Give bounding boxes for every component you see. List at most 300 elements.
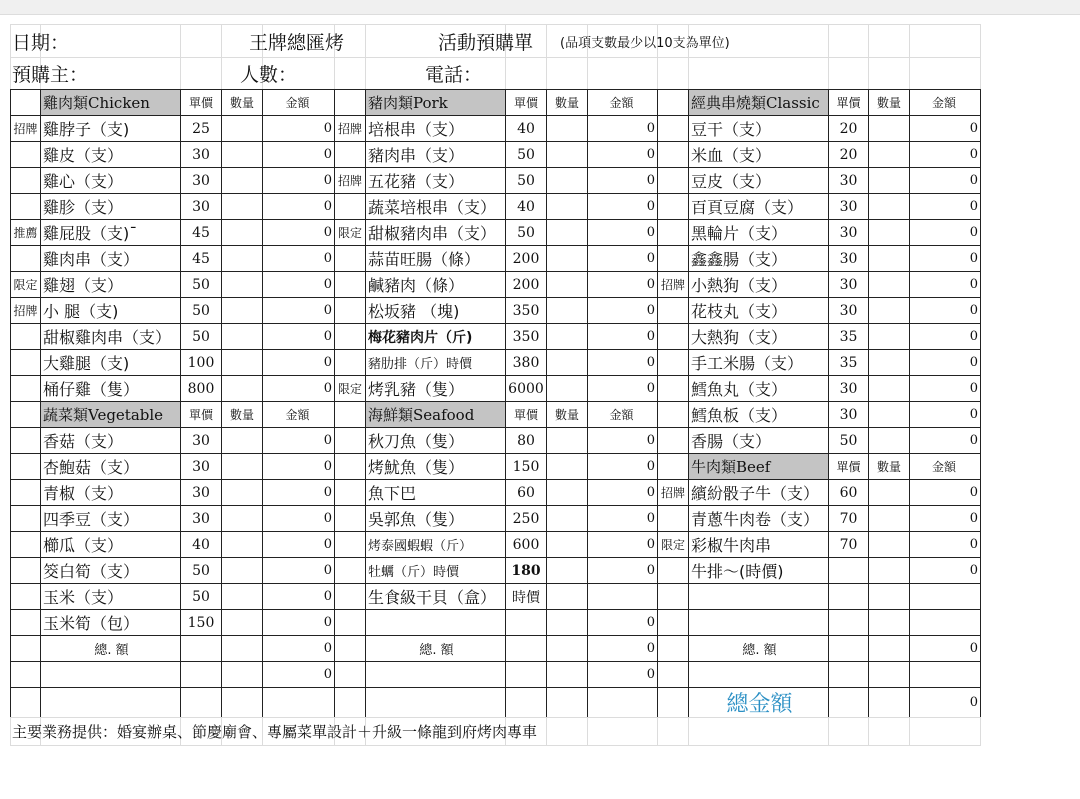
unit-price: 800 xyxy=(180,375,222,402)
item-name: 雞屁股（支)¯ xyxy=(40,219,181,246)
quantity-input[interactable] xyxy=(546,375,588,402)
item-name: 玉米筍（包） xyxy=(40,609,181,636)
badge-cell xyxy=(10,349,41,376)
quantity-input[interactable] xyxy=(868,479,910,506)
form-title: 活動預購單 xyxy=(437,31,533,54)
item-name: 雞心（支） xyxy=(40,167,181,194)
item-name: 蒜苗旺腸（條） xyxy=(365,245,506,272)
item-name: 小熱狗（支） xyxy=(688,271,829,298)
quantity-input[interactable] xyxy=(221,453,263,480)
badge-cell xyxy=(334,609,366,636)
badge-cell xyxy=(10,583,41,610)
badge-cell xyxy=(10,401,41,428)
unit-price: 50 xyxy=(505,167,547,194)
unit-price xyxy=(828,687,869,718)
quantity-input[interactable] xyxy=(221,427,263,454)
grid-cell xyxy=(868,24,910,58)
item-name: 豬肉串（支） xyxy=(365,141,506,168)
badge-cell xyxy=(334,453,366,480)
amount-value: 0 xyxy=(262,453,335,480)
badge-cell xyxy=(10,635,41,662)
badge-cell xyxy=(10,453,41,480)
grid-cell xyxy=(828,57,869,90)
quantity-input[interactable] xyxy=(868,245,910,272)
badge-cell xyxy=(334,323,366,350)
item-name: 雞胗（支） xyxy=(40,193,181,220)
quantity-header: 數量 xyxy=(546,401,588,428)
quantity-input[interactable] xyxy=(546,505,588,532)
badge-cell xyxy=(657,375,689,402)
unit-price: 30 xyxy=(828,271,869,298)
badge-cell xyxy=(657,583,689,610)
item-name: 烤泰國蝦蝦（斤） xyxy=(365,531,506,558)
item-name: 生食級干貝（盒） xyxy=(365,583,506,610)
amount-value: 0 xyxy=(909,271,981,298)
min-quantity-note: (品項支數最少以10支為單位) xyxy=(560,35,730,51)
item-name: 香菇（支） xyxy=(40,427,181,454)
quantity-input[interactable] xyxy=(221,271,263,298)
unit-price: 30 xyxy=(828,297,869,324)
quantity-input[interactable] xyxy=(546,141,588,168)
quantity-input[interactable] xyxy=(868,505,910,532)
quantity-input[interactable] xyxy=(546,453,588,480)
amount-header: 金額 xyxy=(262,401,335,428)
badge-cell xyxy=(334,245,366,272)
badge-cell xyxy=(10,375,41,402)
amount-value: 0 xyxy=(909,323,981,350)
amount-value: 0 xyxy=(909,115,981,142)
badge-cell xyxy=(334,479,366,506)
quantity-input[interactable] xyxy=(868,349,910,376)
unit-price: 35 xyxy=(828,349,869,376)
amount-value: 0 xyxy=(587,141,658,168)
badge-cell xyxy=(657,297,689,324)
unit-price: 30 xyxy=(180,505,222,532)
amount-value: 0 xyxy=(587,193,658,220)
unit-price: 40 xyxy=(180,531,222,558)
badge-cell xyxy=(10,193,41,220)
amount-value xyxy=(587,687,658,718)
badge-cell xyxy=(334,271,366,298)
unit-price: 600 xyxy=(505,531,547,558)
amount-header: 金額 xyxy=(909,453,981,480)
category-header: 雞肉類Chicken xyxy=(40,89,181,116)
amount-value: 0 xyxy=(587,219,658,246)
quantity-input xyxy=(221,635,263,662)
badge-cell xyxy=(334,349,366,376)
quantity-input[interactable] xyxy=(221,141,263,168)
badge-cell xyxy=(10,427,41,454)
item-name: 四季豆（支） xyxy=(40,505,181,532)
amount-value xyxy=(909,583,981,610)
badge-cell xyxy=(10,167,41,194)
quantity-input[interactable] xyxy=(221,297,263,324)
quantity-input[interactable] xyxy=(546,349,588,376)
unit-price xyxy=(828,557,869,584)
grid-cell xyxy=(909,24,981,58)
grid-cell xyxy=(587,57,658,90)
amount-value: 0 xyxy=(587,505,658,532)
item-name: 松坂豬 （塊) xyxy=(365,297,506,324)
amount-value: 0 xyxy=(587,453,658,480)
badge-cell xyxy=(657,245,689,272)
item-name: 雞脖子（支) xyxy=(40,115,181,142)
quantity-input[interactable] xyxy=(221,349,263,376)
amount-value: 0 xyxy=(262,583,335,610)
amount-value: 0 xyxy=(262,557,335,584)
unit-price-header: 單價 xyxy=(505,401,547,428)
quantity-input[interactable] xyxy=(868,115,910,142)
amount-value: 0 xyxy=(909,531,981,558)
badge-cell xyxy=(10,141,41,168)
quantity-input[interactable] xyxy=(546,531,588,558)
item-name: 鹹豬肉（條） xyxy=(365,271,506,298)
item-name: 黑輪片（支） xyxy=(688,219,829,246)
item-name: 花枝丸（支） xyxy=(688,297,829,324)
unit-price: 時價 xyxy=(505,583,547,610)
badge-cell xyxy=(334,557,366,584)
badge-cell xyxy=(334,141,366,168)
amount-value: 0 xyxy=(262,349,335,376)
grand-total-label: 總金額 xyxy=(688,687,829,718)
unit-price: 50 xyxy=(180,297,222,324)
unit-price: 150 xyxy=(505,453,547,480)
amount-value: 0 xyxy=(909,167,981,194)
badge-cell xyxy=(10,323,41,350)
item-name: 培根串（支） xyxy=(365,115,506,142)
item-name: 梅花豬肉片（斤) xyxy=(365,323,506,350)
quantity-input[interactable] xyxy=(546,193,588,220)
quantity-input xyxy=(868,609,910,636)
unit-price-header: 單價 xyxy=(828,89,869,116)
item-badge: 限定 xyxy=(334,375,366,402)
quantity-input[interactable] xyxy=(546,557,588,584)
unit-price: 40 xyxy=(505,115,547,142)
unit-price: 30 xyxy=(828,167,869,194)
shop-name: 王牌總匯烤 xyxy=(248,31,344,54)
amount-value: 0 xyxy=(909,375,981,402)
item-name: 烤魷魚（隻） xyxy=(365,453,506,480)
unit-price: 50 xyxy=(180,271,222,298)
item-name: 秋刀魚（隻） xyxy=(365,427,506,454)
badge-cell xyxy=(657,661,689,688)
item-name: 米血（支） xyxy=(688,141,829,168)
quantity-input[interactable] xyxy=(868,141,910,168)
unit-price: 30 xyxy=(828,219,869,246)
quantity-input[interactable] xyxy=(868,193,910,220)
unit-price: 45 xyxy=(180,219,222,246)
amount-value: 0 xyxy=(587,609,658,636)
item-name: 鱈魚板（支） xyxy=(688,401,829,428)
item-name: 烤乳豬（隻） xyxy=(365,375,506,402)
amount-value: 0 xyxy=(909,635,981,662)
unit-price: 30 xyxy=(180,193,222,220)
unit-price: 30 xyxy=(828,375,869,402)
quantity-input[interactable] xyxy=(868,323,910,350)
item-badge: 招牌 xyxy=(334,115,366,142)
amount-header: 金額 xyxy=(587,401,658,428)
item-name: 百頁豆腐（支） xyxy=(688,193,829,220)
unit-price-header: 單價 xyxy=(828,453,869,480)
unit-price xyxy=(828,609,869,636)
badge-cell xyxy=(334,401,366,428)
unit-price: 40 xyxy=(505,193,547,220)
unit-price: 350 xyxy=(505,297,547,324)
amount-value xyxy=(909,609,981,636)
quantity-input[interactable] xyxy=(221,323,263,350)
badge-cell xyxy=(657,193,689,220)
badge-cell xyxy=(657,167,689,194)
quantity-input[interactable] xyxy=(868,401,910,428)
quantity-input xyxy=(546,635,588,662)
quantity-input[interactable] xyxy=(868,375,910,402)
amount-value: 0 xyxy=(909,401,981,428)
unit-price: 200 xyxy=(505,271,547,298)
unit-price: 50 xyxy=(180,557,222,584)
unit-price: 6000 xyxy=(505,375,547,402)
item-name: 青蔥牛肉卷（支） xyxy=(688,505,829,532)
item-name: 五花豬（支） xyxy=(365,167,506,194)
unit-price xyxy=(828,583,869,610)
unit-price-header: 單價 xyxy=(505,89,547,116)
item-name: 彩椒牛肉串 xyxy=(688,531,829,558)
quantity-input[interactable] xyxy=(221,167,263,194)
amount-value: 0 xyxy=(587,297,658,324)
quantity-input[interactable] xyxy=(546,115,588,142)
badge-cell xyxy=(657,557,689,584)
category-header: 海鮮類Seafood xyxy=(365,401,506,428)
item-name: 繽紛骰子牛（支） xyxy=(688,479,829,506)
badge-cell xyxy=(657,609,689,636)
amount-value: 0 xyxy=(262,505,335,532)
quantity-input[interactable] xyxy=(868,167,910,194)
quantity-input[interactable] xyxy=(221,245,263,272)
quantity-input xyxy=(221,661,263,688)
unit-price xyxy=(505,661,547,688)
badge-cell xyxy=(657,141,689,168)
unit-price: 30 xyxy=(180,453,222,480)
amount-value: 0 xyxy=(587,271,658,298)
unit-price xyxy=(180,661,222,688)
badge-cell xyxy=(657,349,689,376)
item-badge: 招牌 xyxy=(657,271,689,298)
grid-cell xyxy=(688,57,829,90)
quantity-header: 數量 xyxy=(221,401,263,428)
quantity-input xyxy=(868,661,910,688)
amount-value: 0 xyxy=(262,141,335,168)
unit-price: 30 xyxy=(828,193,869,220)
amount-value: 0 xyxy=(262,479,335,506)
amount-value: 0 xyxy=(262,115,335,142)
item-name: 雞皮（支） xyxy=(40,141,181,168)
item-name: 杏鮑菇（支） xyxy=(40,453,181,480)
item-name: 香腸（支） xyxy=(688,427,829,454)
quantity-input[interactable] xyxy=(868,271,910,298)
subtotal-label: 總. 額 xyxy=(365,635,506,662)
item-name: 甜椒雞肉串（支） xyxy=(40,323,181,350)
unit-price: 50 xyxy=(180,583,222,610)
quantity-input xyxy=(868,583,910,610)
quantity-input[interactable] xyxy=(868,531,910,558)
unit-price xyxy=(505,609,547,636)
grid-cell xyxy=(828,717,869,746)
quantity-input[interactable] xyxy=(546,427,588,454)
quantity-input[interactable] xyxy=(221,479,263,506)
item-name xyxy=(688,661,829,688)
item-badge: 招牌 xyxy=(657,479,689,506)
amount-value: 0 xyxy=(262,245,335,272)
item-badge: 招牌 xyxy=(334,167,366,194)
amount-value: 0 xyxy=(909,349,981,376)
item-name: 豆皮（支） xyxy=(688,167,829,194)
quantity-input[interactable] xyxy=(868,219,910,246)
unit-price: 35 xyxy=(828,323,869,350)
unit-price: 80 xyxy=(505,427,547,454)
amount-value xyxy=(587,583,658,610)
amount-value: 0 xyxy=(262,271,335,298)
quantity-input[interactable] xyxy=(546,583,588,610)
unit-price xyxy=(505,635,547,662)
badge-cell xyxy=(657,505,689,532)
amount-value: 0 xyxy=(909,141,981,168)
quantity-input[interactable] xyxy=(221,193,263,220)
item-name: 雞肉串（支） xyxy=(40,245,181,272)
item-name: 桶仔雞（隻） xyxy=(40,375,181,402)
amount-value: 0 xyxy=(262,609,335,636)
quantity-header: 數量 xyxy=(546,89,588,116)
category-header: 牛肉類Beef xyxy=(688,453,829,480)
unit-price: 20 xyxy=(828,115,869,142)
item-badge: 限定 xyxy=(10,271,41,298)
amount-value: 0 xyxy=(909,245,981,272)
quantity-input xyxy=(546,687,588,718)
grid-cell xyxy=(868,57,910,90)
unit-price: 180 xyxy=(505,557,547,584)
quantity-input xyxy=(868,687,910,718)
quantity-input[interactable] xyxy=(546,479,588,506)
amount-value: 0 xyxy=(262,661,335,688)
item-badge: 招牌 xyxy=(10,297,41,324)
quantity-input[interactable] xyxy=(546,297,588,324)
amount-value: 0 xyxy=(587,323,658,350)
quantity-input[interactable] xyxy=(221,219,263,246)
badge-cell xyxy=(10,687,41,718)
item-name: 櫛瓜（支） xyxy=(40,531,181,558)
browser-top-edge xyxy=(0,0,1080,15)
badge-cell xyxy=(657,323,689,350)
item-name: 甜椒豬肉串（支） xyxy=(365,219,506,246)
unit-price-header: 單價 xyxy=(180,401,222,428)
amount-value: 0 xyxy=(262,297,335,324)
quantity-input[interactable] xyxy=(221,115,263,142)
unit-price: 50 xyxy=(505,219,547,246)
item-name: 魚下巴 xyxy=(365,479,506,506)
item-badge: 推薦 xyxy=(10,219,41,246)
badge-cell xyxy=(334,505,366,532)
unit-price: 70 xyxy=(828,531,869,558)
unit-price: 45 xyxy=(180,245,222,272)
item-name: 手工米腸（支） xyxy=(688,349,829,376)
quantity-input[interactable] xyxy=(221,583,263,610)
quantity-input[interactable] xyxy=(546,271,588,298)
item-name xyxy=(365,661,506,688)
quantity-input[interactable] xyxy=(868,557,910,584)
unit-price: 100 xyxy=(180,349,222,376)
badge-cell xyxy=(334,193,366,220)
unit-price: 60 xyxy=(505,479,547,506)
badge-cell xyxy=(334,583,366,610)
people-count-label: 人數： xyxy=(240,64,298,86)
amount-value: 0 xyxy=(587,635,658,662)
badge-cell xyxy=(334,531,366,558)
grid-cell xyxy=(546,57,588,90)
amount-value: 0 xyxy=(587,557,658,584)
amount-value: 0 xyxy=(262,427,335,454)
unit-price: 70 xyxy=(828,505,869,532)
quantity-input xyxy=(546,661,588,688)
item-name xyxy=(40,687,181,718)
quantity-input xyxy=(221,687,263,718)
amount-value: 0 xyxy=(262,193,335,220)
quantity-input[interactable] xyxy=(221,609,263,636)
quantity-input[interactable] xyxy=(546,245,588,272)
quantity-input[interactable] xyxy=(546,167,588,194)
unit-price xyxy=(505,687,547,718)
quantity-header: 數量 xyxy=(868,89,910,116)
quantity-input[interactable] xyxy=(868,427,910,454)
badge-cell xyxy=(10,661,41,688)
quantity-input[interactable] xyxy=(868,297,910,324)
quantity-input[interactable] xyxy=(221,557,263,584)
unit-price: 30 xyxy=(828,401,869,428)
item-name xyxy=(40,661,181,688)
item-name: 玉米（支） xyxy=(40,583,181,610)
unit-price xyxy=(828,635,869,662)
unit-price: 30 xyxy=(828,245,869,272)
unit-price: 150 xyxy=(180,609,222,636)
badge-cell xyxy=(657,401,689,428)
amount-value: 0 xyxy=(587,167,658,194)
badge-cell xyxy=(657,453,689,480)
item-name: 小 腿（支) xyxy=(40,297,181,324)
amount-header: 金額 xyxy=(587,89,658,116)
quantity-input[interactable] xyxy=(221,531,263,558)
quantity-input[interactable] xyxy=(546,219,588,246)
item-badge: 限定 xyxy=(334,219,366,246)
badge-cell xyxy=(657,89,689,116)
amount-value: 0 xyxy=(587,245,658,272)
badge-cell xyxy=(334,427,366,454)
item-name: 大熱狗（支） xyxy=(688,323,829,350)
amount-value: 0 xyxy=(587,427,658,454)
item-name: 豆干（支） xyxy=(688,115,829,142)
quantity-input[interactable] xyxy=(221,375,263,402)
quantity-input[interactable] xyxy=(546,323,588,350)
badge-cell xyxy=(10,557,41,584)
unit-price: 50 xyxy=(505,141,547,168)
badge-cell xyxy=(334,297,366,324)
subtotal-label: 總. 額 xyxy=(688,635,829,662)
quantity-input[interactable] xyxy=(221,505,263,532)
badge-cell xyxy=(334,687,366,718)
category-header: 蔬菜類Vegetable xyxy=(40,401,181,428)
item-name: 雞翅（支） xyxy=(40,271,181,298)
badge-cell xyxy=(10,505,41,532)
item-name: 筊白筍（支） xyxy=(40,557,181,584)
badge-cell xyxy=(334,661,366,688)
amount-value: 0 xyxy=(262,219,335,246)
item-name xyxy=(688,583,829,610)
